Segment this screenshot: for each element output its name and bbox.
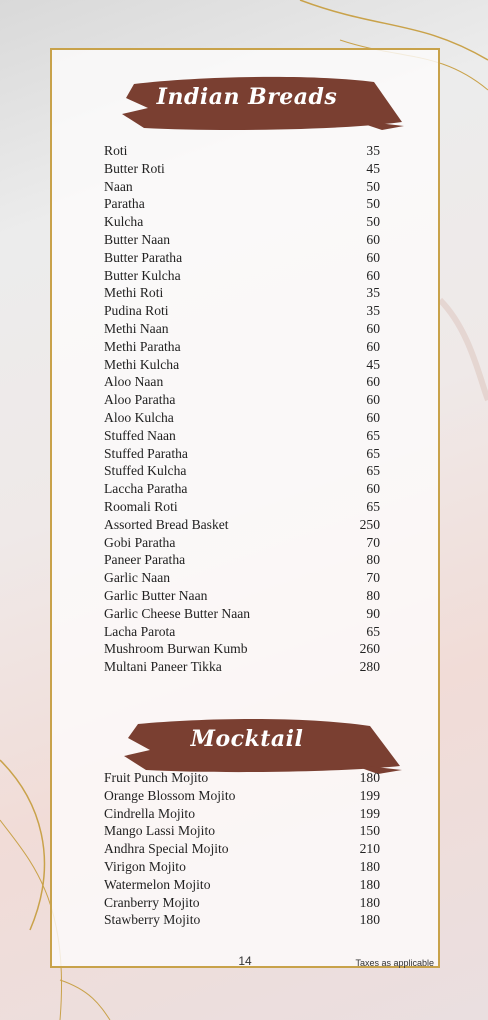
menu-item bbox=[104, 623, 380, 641]
item-price: 80 bbox=[366, 587, 380, 603]
menu-item bbox=[104, 840, 380, 858]
menu-frame bbox=[50, 48, 440, 968]
menu-item bbox=[104, 805, 380, 823]
section-title: Indian Breads bbox=[156, 84, 338, 110]
item-price: 260 bbox=[359, 641, 380, 657]
item-name: Paratha bbox=[104, 196, 145, 212]
item-name: Stuffed Kulcha bbox=[104, 463, 187, 479]
item-price: 50 bbox=[366, 214, 380, 230]
item-price: 35 bbox=[366, 285, 380, 301]
menu-item bbox=[104, 284, 380, 302]
item-price: 70 bbox=[366, 570, 380, 586]
item-name: Pudina Roti bbox=[104, 303, 169, 319]
item-name: Aloo Kulcha bbox=[104, 409, 174, 425]
menu-item bbox=[104, 195, 380, 213]
item-name: Aloo Naan bbox=[104, 374, 164, 390]
item-price: 65 bbox=[366, 463, 380, 479]
item-price: 80 bbox=[366, 552, 380, 568]
section-title: Mocktail bbox=[190, 726, 304, 752]
menu-item bbox=[104, 427, 380, 445]
menu-item bbox=[104, 516, 380, 534]
item-price: 50 bbox=[366, 196, 380, 212]
menu-item bbox=[104, 320, 380, 338]
item-price: 199 bbox=[359, 805, 380, 821]
item-price: 250 bbox=[359, 516, 380, 532]
item-name: Paneer Paratha bbox=[104, 552, 186, 568]
item-name: Gobi Paratha bbox=[104, 534, 176, 550]
item-price: 70 bbox=[366, 534, 380, 550]
item-price: 180 bbox=[359, 770, 380, 785]
menu-item bbox=[104, 231, 380, 249]
item-price: 60 bbox=[366, 392, 380, 408]
item-name: Andhra Special Mojito bbox=[104, 841, 229, 857]
menu-item bbox=[104, 249, 380, 267]
item-price: 45 bbox=[366, 160, 380, 176]
menu-item bbox=[104, 267, 380, 285]
menu-item bbox=[104, 658, 380, 676]
item-name: Kulcha bbox=[104, 214, 144, 230]
menu-item bbox=[104, 640, 380, 658]
item-name: Methi Roti bbox=[104, 285, 164, 301]
item-price: 210 bbox=[359, 841, 380, 857]
menu-item bbox=[104, 462, 380, 480]
menu-item bbox=[104, 587, 380, 605]
item-name: Stawberry Mojito bbox=[104, 912, 201, 928]
menu-item bbox=[104, 876, 380, 894]
item-name: Garlic Cheese Butter Naan bbox=[104, 605, 251, 621]
menu-item bbox=[104, 338, 380, 356]
item-name: Orange Blossom Mojito bbox=[104, 787, 236, 803]
menu-item bbox=[104, 534, 380, 552]
menu-item bbox=[104, 480, 380, 498]
item-price: 65 bbox=[366, 498, 380, 514]
item-price: 50 bbox=[366, 178, 380, 194]
item-name: Methi Kulcha bbox=[104, 356, 180, 372]
item-name: Assorted Bread Basket bbox=[104, 516, 229, 532]
menu-item bbox=[104, 569, 380, 587]
item-name: Garlic Butter Naan bbox=[104, 587, 208, 603]
item-price: 35 bbox=[366, 143, 380, 158]
item-name: Roti bbox=[104, 143, 128, 158]
item-name: Cranberry Mojito bbox=[104, 894, 200, 910]
item-price: 65 bbox=[366, 445, 380, 461]
menu-item bbox=[104, 373, 380, 391]
menu-item bbox=[104, 822, 380, 840]
menu-item bbox=[104, 391, 380, 409]
item-name: Mango Lassi Mojito bbox=[104, 823, 216, 839]
item-price: 180 bbox=[359, 912, 380, 928]
menu-item bbox=[104, 858, 380, 876]
item-price: 45 bbox=[366, 356, 380, 372]
item-price: 280 bbox=[359, 659, 380, 675]
menu-item bbox=[104, 356, 380, 374]
item-name: Mushroom Burwan Kumb bbox=[104, 641, 248, 657]
menu-item bbox=[104, 213, 380, 231]
item-name: Roomali Roti bbox=[104, 498, 178, 514]
item-price: 60 bbox=[366, 249, 380, 265]
item-price: 60 bbox=[366, 267, 380, 283]
item-price: 180 bbox=[359, 876, 380, 892]
menu-item bbox=[104, 160, 380, 178]
item-name: Methi Paratha bbox=[104, 338, 181, 354]
item-price: 60 bbox=[366, 374, 380, 390]
menu-item bbox=[104, 769, 380, 787]
item-name: Fruit Punch Mojito bbox=[104, 770, 209, 785]
item-price: 65 bbox=[366, 427, 380, 443]
menu-item bbox=[104, 178, 380, 196]
indian-breads-list bbox=[104, 142, 380, 676]
menu-item bbox=[104, 498, 380, 516]
item-name: Aloo Paratha bbox=[104, 392, 176, 408]
menu-item bbox=[104, 302, 380, 320]
item-name: Butter Paratha bbox=[104, 249, 183, 265]
item-price: 60 bbox=[366, 320, 380, 336]
page-number: 14 bbox=[238, 954, 252, 968]
item-price: 150 bbox=[359, 823, 380, 839]
item-price: 60 bbox=[366, 409, 380, 425]
item-name: Garlic Naan bbox=[104, 570, 171, 586]
item-name: Lacha Parota bbox=[104, 623, 176, 639]
menu-item bbox=[104, 409, 380, 427]
item-name: Naan bbox=[104, 178, 133, 194]
item-name: Laccha Paratha bbox=[104, 481, 188, 497]
menu-item bbox=[104, 787, 380, 805]
tax-note: Taxes as applicable bbox=[355, 958, 434, 968]
item-name: Multani Paneer Tikka bbox=[104, 659, 222, 675]
menu-item bbox=[104, 911, 380, 929]
menu-item bbox=[104, 894, 380, 912]
item-price: 180 bbox=[359, 894, 380, 910]
menu-item bbox=[104, 445, 380, 463]
item-price: 60 bbox=[366, 338, 380, 354]
item-name: Watermelon Mojito bbox=[104, 876, 211, 892]
section-header-indian-breads bbox=[52, 70, 442, 140]
item-price: 65 bbox=[366, 623, 380, 639]
item-price: 60 bbox=[366, 481, 380, 497]
item-name: Methi Naan bbox=[104, 320, 169, 336]
menu-item bbox=[104, 605, 380, 623]
menu-item bbox=[104, 142, 380, 160]
item-name: Stuffed Naan bbox=[104, 427, 176, 443]
menu-item bbox=[104, 551, 380, 569]
item-price: 199 bbox=[359, 787, 380, 803]
mocktail-list bbox=[104, 769, 380, 929]
item-name: Butter Naan bbox=[104, 231, 171, 247]
item-price: 35 bbox=[366, 303, 380, 319]
item-name: Butter Roti bbox=[104, 160, 165, 176]
item-price: 90 bbox=[366, 605, 380, 621]
item-price: 180 bbox=[359, 858, 380, 874]
item-name: Stuffed Paratha bbox=[104, 445, 188, 461]
item-price: 60 bbox=[366, 231, 380, 247]
item-name: Virigon Mojito bbox=[104, 858, 186, 874]
item-name: Cindrella Mojito bbox=[104, 805, 195, 821]
item-name: Butter Kulcha bbox=[104, 267, 181, 283]
